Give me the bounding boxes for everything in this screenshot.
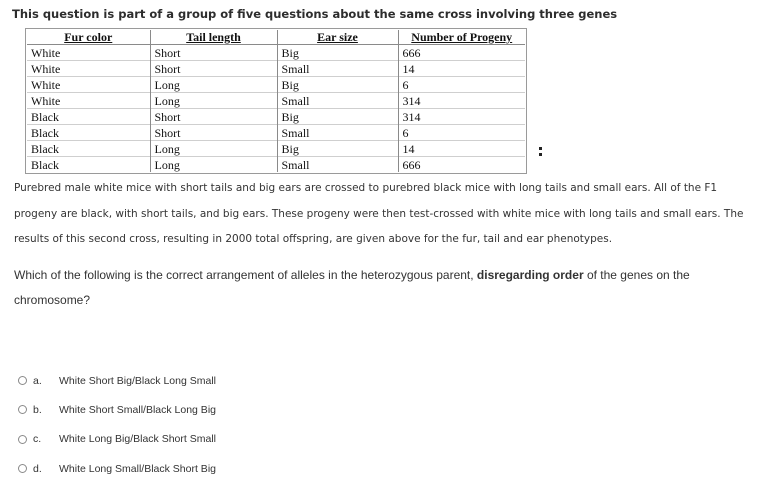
cell-tail-length: Long bbox=[150, 77, 277, 93]
table-row bbox=[27, 45, 525, 61]
radio-button-b[interactable] bbox=[18, 405, 27, 414]
cell-ear-size: Small bbox=[277, 157, 398, 173]
option-letter: a. bbox=[33, 374, 42, 387]
table-row bbox=[27, 93, 525, 109]
option-letter: b. bbox=[33, 403, 42, 416]
cell-progeny-count: 14 bbox=[398, 61, 525, 77]
answer-options bbox=[18, 366, 216, 483]
question-text-end: of the genes on the chromosome? bbox=[14, 268, 690, 307]
table-header-row bbox=[27, 30, 525, 45]
table-row bbox=[27, 125, 525, 141]
cell-ear-size: Big bbox=[277, 109, 398, 125]
cell-ear-size: Small bbox=[277, 125, 398, 141]
question-text bbox=[14, 263, 754, 313]
cell-progeny-count: 6 bbox=[398, 77, 525, 93]
cell-progeny-count: 314 bbox=[398, 93, 525, 109]
option-text: White Long Big/Black Short Small bbox=[59, 433, 216, 446]
cell-tail-length: Long bbox=[150, 157, 277, 173]
cell-tail-length: Long bbox=[150, 93, 277, 109]
question-text-emphasis: disregarding order bbox=[476, 268, 584, 282]
table-row bbox=[27, 141, 525, 157]
cell-progeny-count: 14 bbox=[398, 141, 525, 157]
cell-fur-color: White bbox=[27, 93, 150, 109]
option-text: White Long Small/Black Short Big bbox=[59, 462, 216, 475]
cell-tail-length: Short bbox=[150, 109, 277, 125]
radio-button-a[interactable] bbox=[18, 376, 27, 385]
cell-fur-color: Black bbox=[27, 109, 150, 125]
header-ear-size: Ear size bbox=[277, 30, 398, 45]
answer-option-a[interactable] bbox=[18, 366, 216, 395]
cell-fur-color: Black bbox=[27, 125, 150, 141]
question-context-paragraph: Purebred male white mice with short tails and big ears are crossed to purebred black mice with long tails and small ears. All of the F1 progeny are black, with short tails, and big ears. These progeny were then test-crossed with white mice with long tails and small ears. The results of this second cross, resulting in 2000 total offspring, are given above for the fur, tail and ear phenotypes. bbox=[14, 182, 744, 245]
cell-ear-size: Big bbox=[277, 45, 398, 61]
cell-tail-length: Short bbox=[150, 61, 277, 77]
cell-ear-size: Big bbox=[277, 141, 398, 157]
option-text: White Short Big/Black Long Small bbox=[59, 374, 216, 387]
table-row bbox=[27, 157, 525, 173]
radio-button-d[interactable] bbox=[18, 464, 27, 473]
cell-ear-size: Small bbox=[277, 93, 398, 109]
cell-progeny-count: 666 bbox=[398, 45, 525, 61]
table-row bbox=[27, 61, 525, 77]
answer-option-b[interactable] bbox=[18, 395, 216, 424]
cell-fur-color: White bbox=[27, 45, 150, 61]
option-letter: c. bbox=[33, 433, 42, 446]
phenotype-table-frame bbox=[25, 28, 527, 174]
phenotype-table bbox=[27, 30, 525, 172]
table-row bbox=[27, 109, 525, 125]
option-text: White Short Small/Black Long Big bbox=[59, 403, 216, 416]
cell-fur-color: White bbox=[27, 61, 150, 77]
image-resize-handle-icon[interactable] bbox=[539, 147, 543, 159]
question-group-heading: This question is part of a group of five questions about the same cross involving three genes bbox=[12, 7, 618, 21]
option-letter: d. bbox=[33, 462, 42, 475]
cell-progeny-count: 666 bbox=[398, 157, 525, 173]
cell-progeny-count: 6 bbox=[398, 125, 525, 141]
radio-button-c[interactable] bbox=[18, 435, 27, 444]
table-row bbox=[27, 77, 525, 93]
question-text-start: Which of the following is the correct arrangement of alleles in the heterozygous parent, bbox=[14, 268, 477, 282]
answer-option-d[interactable] bbox=[18, 454, 216, 483]
cell-ear-size: Big bbox=[277, 77, 398, 93]
cell-tail-length: Short bbox=[150, 45, 277, 61]
cell-tail-length: Long bbox=[150, 141, 277, 157]
cell-ear-size: Small bbox=[277, 61, 398, 77]
header-fur-color: Fur color bbox=[27, 30, 150, 45]
cell-progeny-count: 314 bbox=[398, 109, 525, 125]
answer-option-c[interactable] bbox=[18, 425, 216, 454]
header-tail-length: Tail length bbox=[150, 30, 277, 45]
cell-tail-length: Short bbox=[150, 125, 277, 141]
cell-fur-color: White bbox=[27, 77, 150, 93]
cell-fur-color: Black bbox=[27, 141, 150, 157]
header-number-of-progeny: Number of Progeny bbox=[398, 30, 525, 45]
cell-fur-color: Black bbox=[27, 157, 150, 173]
